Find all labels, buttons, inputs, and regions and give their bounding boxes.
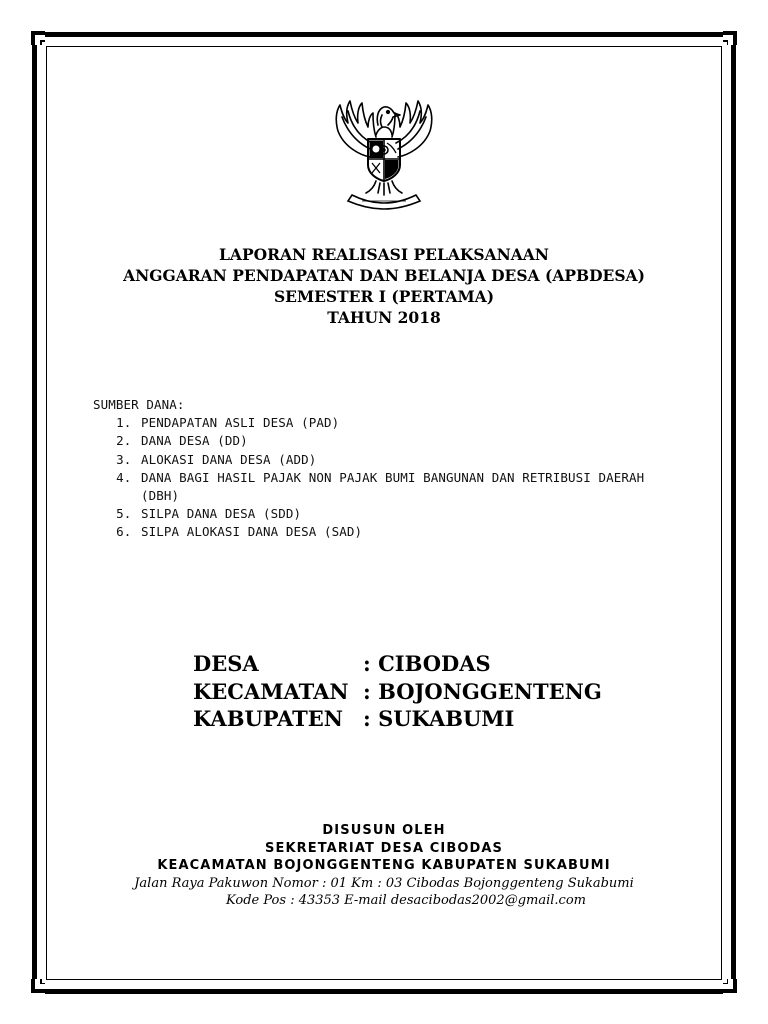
- list-item: 2. DANA DESA (DD): [139, 432, 653, 450]
- title-line-4: TAHUN 2018: [327, 308, 441, 327]
- border-corner-top-left: [27, 27, 45, 45]
- info-row-desa: [193, 650, 602, 678]
- list-item: 6. SILPA ALOKASI DANA DESA (SAD): [139, 523, 653, 541]
- garuda-emblem-icon: [330, 95, 438, 210]
- title-line-1: LAPORAN REALISASI PELAKSANAAN: [219, 245, 549, 264]
- kecamatan-value: : BOJONGGENTENG: [363, 678, 602, 704]
- info-row-kecamatan: [193, 678, 602, 706]
- footer-district: KEACAMATAN BOJONGGENTENG KABUPATEN SUKABUMI: [157, 858, 611, 873]
- funding-sources-heading: SUMBER DANA:: [93, 397, 185, 412]
- title-line-2: ANGGARAN PENDAPATAN DAN BELANJA DESA (APBDESA): [123, 266, 645, 285]
- border-corner-bottom-right: [723, 979, 741, 997]
- footer-prepared-by: DISUSUN OLEH: [322, 823, 446, 838]
- title-line-3: SEMESTER I (PERTAMA): [273, 287, 495, 306]
- border-corner-bottom-left: [27, 979, 45, 997]
- desa-value: : CIBODAS: [363, 651, 491, 676]
- footer-postal-email: Kode Pos : 43353 E-mail desacibodas2002@gmail.com: [226, 892, 586, 908]
- list-item: 5. SILPA DANA DESA (SDD): [139, 505, 653, 523]
- funding-sources: [93, 396, 653, 542]
- info-row-kabupaten: [193, 705, 602, 733]
- list-item: 1. PENDAPATAN ASLI DESA (PAD): [139, 414, 653, 432]
- footer-secretariat: SEKRETARIAT DESA CIBODAS: [265, 840, 503, 856]
- kecamatan-label: KECAMATAN: [193, 678, 349, 704]
- list-item: 4. DANA BAGI HASIL PAJAK NON PAJAK BUMI BANGUNAN DAN RETRIBUSI DAERAH (DBH): [139, 469, 653, 505]
- footer-address: Jalan Raya Pakuwon Nomor : 01 Km : 03 Cibodas Bojonggenteng Sukabumi: [134, 875, 634, 891]
- kabupaten-value: : SUKABUMI: [363, 706, 515, 731]
- kabupaten-label: KABUPATEN: [193, 706, 343, 731]
- list-item: 3. ALOKASI DANA DESA (ADD): [139, 451, 653, 469]
- border-corner-top-right: [723, 27, 741, 45]
- desa-label: DESA: [193, 651, 259, 676]
- funding-sources-list: [93, 414, 653, 541]
- report-title: [60, 244, 708, 328]
- document-footer: [60, 822, 708, 909]
- village-info: [193, 650, 602, 733]
